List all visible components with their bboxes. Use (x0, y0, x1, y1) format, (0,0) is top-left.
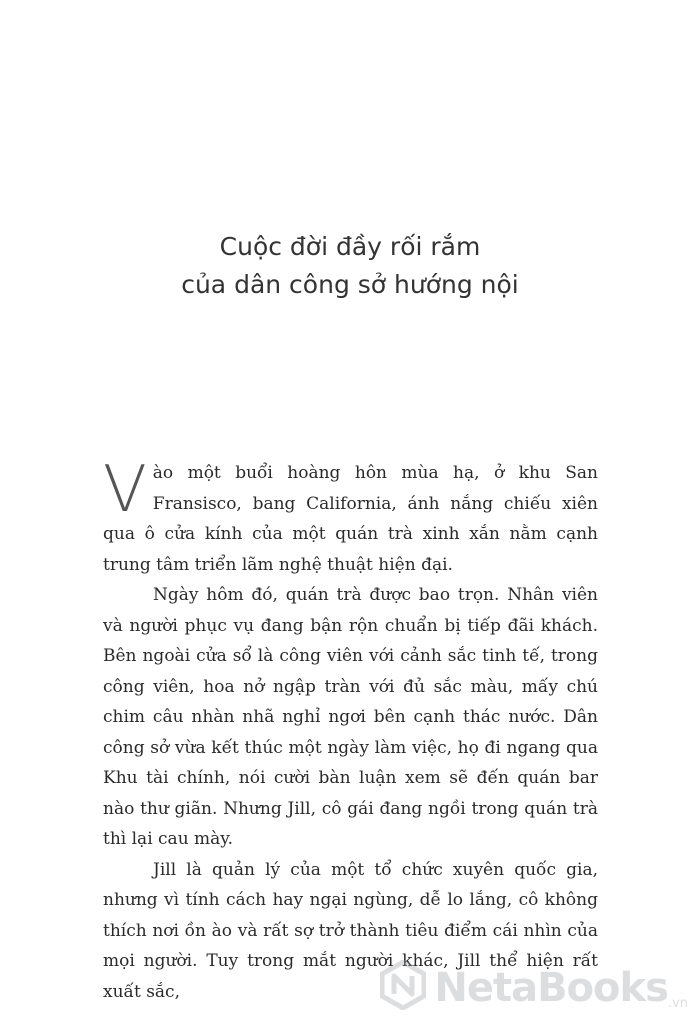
paragraph-3: Jill là quản lý của một tổ chức xuyên quốc gia, nhưng vì tính cách hay ngại ngùng, dễ lo lắng, cô không thích nơi ồn ào và rất sợ trở thành tiêu điểm cái nhìn của mọi người. Tuy trong mắt người khác, Jill thể hiện rất xuất sắc, (103, 859, 598, 1002)
watermark-suffix: .vn (667, 996, 688, 1011)
netabooks-logo-icon (380, 960, 426, 1015)
watermark-brand: NetaBooks (434, 964, 668, 1011)
paragraph-1 (103, 453, 598, 580)
drop-cap: V (103, 453, 147, 527)
chapter-title (0, 228, 700, 304)
body-text (103, 453, 598, 1007)
paragraph-1-text: ào một buổi hoàng hôn mùa hạ, ở khu San Fransisco, bang California, ánh nắng chiếu xiên qua ô cửa kính của một quán trà xinh xắn nằm cạnh trung tâm triển lãm nghệ thuật hiện đại. (103, 463, 598, 575)
watermark (380, 960, 688, 1015)
paragraph-2: Ngày hôm đó, quán trà được bao trọn. Nhân viên và người phục vụ đang bận rộn chuẩn bị tiếp đãi khách. Bên ngoài cửa sổ là công viên với cảnh sắc tinh tế, trong công viên, hoa nở ngập tràn với đủ sắc màu, mấy chú chim câu nhàn nhã nghỉ ngơi bên cạnh thác nước. Dân công sở vừa kết thúc một ngày làm việc, họ đi ngang qua Khu tài chính, nói cười bàn luận xem sẽ đến quán bar nào thư giãn. Nhưng Jill, cô gái đang ngồi trong quán trà thì lại cau mày. (103, 585, 598, 849)
chapter-title-line-2: của dân công sở hướng nội (181, 270, 519, 299)
chapter-title-line-1: Cuộc đời đầy rối rắm (219, 232, 481, 261)
